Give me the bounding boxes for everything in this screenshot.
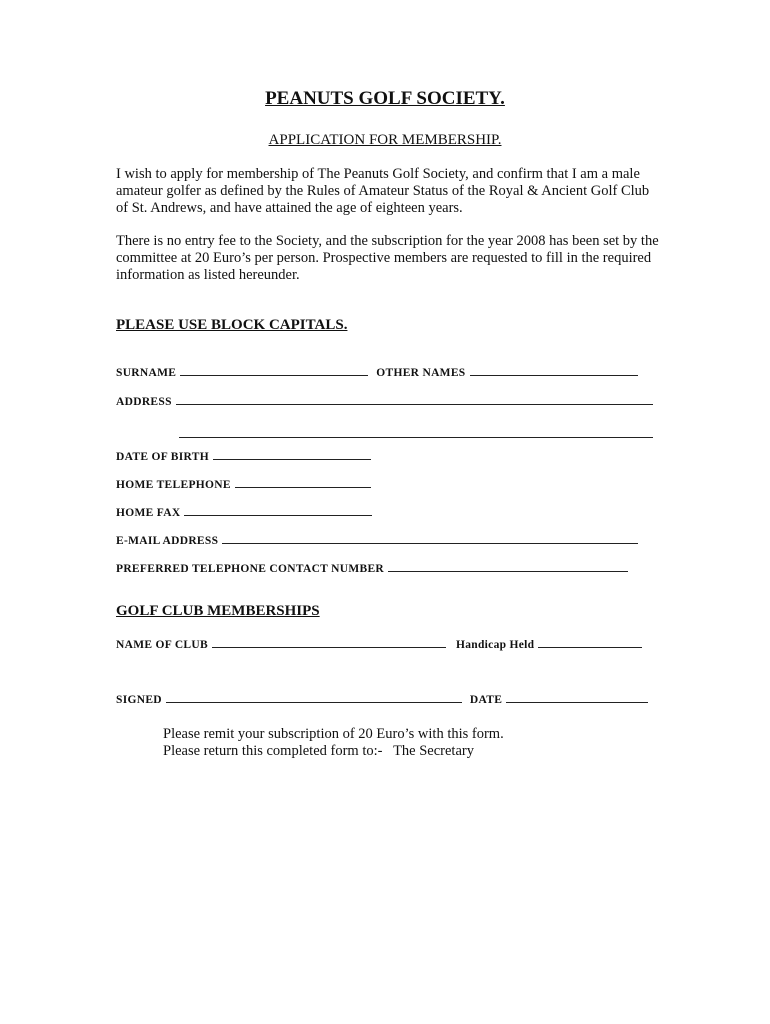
date-label: DATE [469, 694, 503, 706]
other-names-field[interactable] [470, 374, 638, 376]
home-fax-field[interactable] [184, 514, 372, 516]
address-field-line2[interactable] [179, 436, 653, 438]
preferred-phone-field[interactable] [388, 570, 628, 572]
preferred-phone-row [116, 563, 628, 575]
email-field[interactable] [222, 542, 638, 544]
home-telephone-row [116, 479, 371, 491]
name-row [116, 367, 656, 379]
signature-field[interactable] [166, 701, 462, 703]
intro-paragraph: I wish to apply for membership of The Peanuts Golf Society, and confirm that I am a male amateur golfer as defined by the Rules of Amateur Status of the Royal & Ancient Golf Club of St. Andrews, and have attained the age of eighteen years. [116, 166, 650, 216]
page-title: PEANUTS GOLF SOCIETY. [265, 88, 505, 109]
home-telephone-field[interactable] [235, 486, 371, 488]
dob-row [116, 451, 371, 463]
remit-note: Please remit your subscription of 20 Euro’s with this form. [163, 726, 504, 742]
club-row [116, 639, 642, 651]
club-name-field[interactable] [212, 646, 446, 648]
home-telephone-label: HOME TELEPHONE [116, 479, 231, 491]
dob-label: DATE OF BIRTH [116, 451, 209, 463]
subscription-paragraph: There is no entry fee to the Society, and the subscription for the year 2008 has been set by the committee at 20 Euro’s per person. Prospective members are requested to fill in the required information as listed hereunder. [116, 233, 659, 283]
surname-label: SURNAME [116, 367, 177, 379]
email-label: E-MAIL ADDRESS [116, 535, 219, 547]
signed-label: SIGNED [116, 694, 162, 706]
home-fax-label: HOME FAX [116, 507, 181, 519]
date-field[interactable] [506, 701, 648, 703]
form-subtitle: APPLICATION FOR MEMBERSHIP. [268, 132, 502, 148]
club-name-label: NAME OF CLUB [116, 639, 208, 651]
handicap-field[interactable] [538, 646, 642, 648]
address-field-line1[interactable] [176, 403, 653, 405]
address-row [116, 396, 653, 408]
dob-field[interactable] [213, 458, 371, 460]
signature-row [116, 694, 648, 706]
handicap-label: Handicap Held [455, 639, 535, 651]
golf-club-heading: GOLF CLUB MEMBERSHIPS [116, 603, 320, 619]
surname-field[interactable] [180, 374, 368, 376]
preferred-phone-label: PREFERRED TELEPHONE CONTACT NUMBER [116, 563, 385, 575]
other-names-label: OTHER NAMES [376, 367, 466, 379]
block-capitals-heading: PLEASE USE BLOCK CAPITALS. [116, 317, 348, 333]
address-label: ADDRESS [116, 396, 172, 408]
email-row [116, 535, 638, 547]
home-fax-row [116, 507, 372, 519]
return-note: Please return this completed form to:- The Secretary [163, 743, 474, 759]
